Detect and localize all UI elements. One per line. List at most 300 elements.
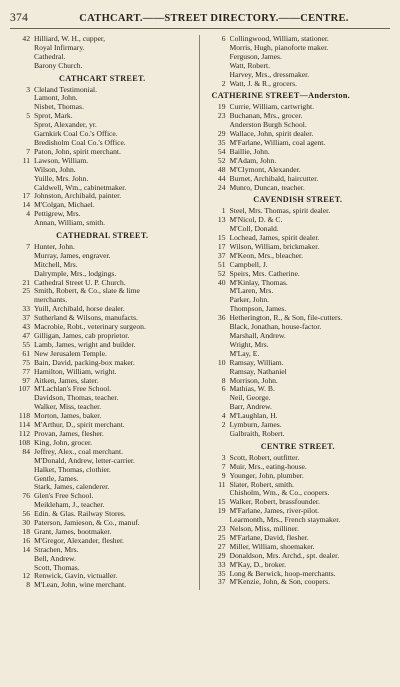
directory-entry: [10, 62, 195, 71]
entry-text: Gentle, James.: [34, 474, 79, 483]
house-number: [10, 94, 34, 103]
directory-entry: [10, 430, 195, 439]
house-number: 29: [217, 129, 226, 139]
right-column: [206, 35, 391, 590]
house-number: 29: [217, 550, 226, 560]
directory-entry: [10, 44, 195, 53]
entry-text: Galbraith, Robert.: [229, 429, 285, 438]
directory-entry: [206, 498, 391, 507]
house-number: [206, 287, 230, 296]
entry-text: Mathias, W. B.: [229, 385, 275, 394]
directory-entry: [206, 525, 391, 534]
house-number: 35: [217, 568, 226, 578]
entry-text: Glen's Free School.: [34, 492, 94, 501]
entry-text: Provan, James, flesher.: [34, 429, 104, 438]
directory-entry: [10, 581, 195, 590]
house-number: 37: [22, 313, 30, 323]
entry-text: Ramsay, Nathaniel: [229, 367, 287, 376]
entry-text: Marshall, Andrew.: [229, 332, 286, 340]
house-number: 25: [217, 532, 226, 542]
entry-text: Long & Berwick, hoop-merchants.: [229, 569, 336, 578]
entry-text: Barr, Andrew.: [229, 403, 272, 412]
entry-text: M'Farlane, David, flesher.: [229, 533, 309, 542]
directory-entry: [206, 184, 391, 193]
directory-entry: [206, 103, 391, 112]
house-number: 7: [26, 241, 30, 251]
house-number: [10, 175, 34, 184]
directory-entry: [206, 121, 391, 130]
house-number: 43: [22, 322, 30, 332]
directory-entry: [10, 296, 195, 305]
entry-text: Cleland Testimonial.: [34, 85, 98, 94]
directory-entry: [10, 148, 195, 157]
entry-text: M'Kinlay, Thomas.: [229, 278, 288, 287]
house-number: 84: [22, 446, 30, 456]
house-number: 33: [22, 304, 30, 314]
directory-entry: [10, 270, 195, 279]
house-number: 114: [18, 420, 30, 430]
directory-entry: [10, 510, 195, 519]
directory-entry: [10, 305, 195, 314]
house-number: [10, 44, 34, 53]
directory-entry: [10, 492, 195, 501]
entry-text: Dalrymple, Mrs., lodgings.: [34, 269, 117, 278]
directory-entry: [10, 139, 195, 148]
directory-entry: [206, 350, 391, 359]
house-number: [10, 261, 34, 270]
entry-text: Nelson, Miss, milliner.: [229, 525, 299, 534]
directory-entry: [206, 454, 391, 463]
house-number: 5: [26, 111, 30, 121]
directory-entry: [206, 570, 391, 579]
house-number: 21: [22, 277, 30, 287]
entry-text: Anderston Burgh School.: [229, 121, 307, 130]
entry-text: Muir, Mrs., eating-house.: [229, 462, 307, 471]
directory-entry: [10, 166, 195, 175]
entry-text: Ferguson, James.: [229, 52, 282, 61]
entry-text: Morrison, John.: [229, 376, 278, 385]
directory-entry: [206, 130, 391, 139]
directory-entry: [10, 385, 195, 394]
house-number: [10, 219, 34, 228]
directory-entry: [10, 94, 195, 103]
entry-text: Aitken, James, slater.: [34, 376, 99, 385]
directory-entry: [10, 457, 195, 466]
directory-entry: [10, 112, 195, 121]
directory-entry: [206, 53, 391, 62]
entry-text: Morris, Hugh, pianoforte maker.: [229, 43, 329, 52]
directory-entry: [206, 216, 391, 225]
house-number: 77: [22, 366, 30, 376]
entry-text: Gilligan, James, cab proprietor.: [34, 332, 130, 340]
house-number: 6: [221, 34, 226, 43]
entry-text: M'Farlane, James, river-pilot.: [229, 507, 320, 516]
entry-text: Walker, Robert, brassfounder.: [229, 498, 320, 507]
entry-text: Hunter, John.: [34, 242, 75, 251]
entry-text: Sutherland & Wilsons, manufacts.: [34, 314, 138, 323]
house-number: 47: [22, 331, 30, 340]
entry-text: Cathedral Street U. P. Church.: [34, 278, 126, 287]
entry-text: Meikleham, J., teacher.: [34, 501, 105, 510]
entry-text: Garnkirk Coal Co.'s Office.: [34, 130, 118, 139]
directory-entry: [10, 475, 195, 484]
directory-entry: [206, 71, 391, 80]
entry-text: Royal Infirmary.: [34, 43, 85, 52]
directory-entry: [206, 412, 391, 421]
entry-text: Buchanan, Mrs., grocer.: [229, 112, 303, 121]
house-number: [206, 368, 230, 377]
entry-text: Watt, Robert.: [229, 61, 271, 70]
directory-entry: [10, 219, 195, 228]
house-number: 15: [217, 497, 226, 507]
directory-entry: [10, 103, 195, 112]
entry-text: M'Nicol, D. & C.: [229, 216, 283, 225]
entry-text: Paterson, Jamieson, & Co., manuf.: [34, 519, 140, 528]
entry-text: M'Clymont, Alexander.: [229, 165, 301, 174]
directory-entry: [10, 323, 195, 332]
house-number: 48: [217, 164, 226, 174]
house-number: 42: [22, 34, 30, 43]
directory-entry: [206, 314, 391, 323]
house-number: 52: [217, 155, 226, 165]
house-number: [206, 323, 230, 332]
entry-text: Bell, Andrew.: [34, 554, 76, 563]
entry-text: King, John, grocer.: [34, 438, 92, 447]
entry-text: Johnston, Archibald, painter.: [34, 192, 122, 201]
house-number: [206, 62, 230, 71]
directory-entry: [206, 175, 391, 184]
house-number: 52: [217, 268, 226, 278]
directory-entry: [206, 377, 391, 386]
house-number: [206, 44, 230, 53]
directory-entry: [10, 86, 195, 95]
entry-text: Parker, John.: [229, 296, 270, 305]
directory-entry: [206, 261, 391, 270]
house-number: 76: [22, 491, 30, 501]
directory-entry: [206, 332, 391, 341]
house-number: [206, 394, 230, 403]
house-number: 23: [217, 111, 226, 121]
entry-text: Younger, John, plumber.: [229, 471, 304, 480]
house-number: 8: [221, 375, 226, 385]
entry-text: M'Keon, Mrs., bleacher.: [229, 251, 303, 260]
directory-entry: [10, 572, 195, 581]
house-number: 11: [22, 155, 30, 165]
house-number: 35: [217, 137, 226, 147]
directory-entry: [206, 359, 391, 368]
entry-text: Stark, James, calenderer.: [34, 483, 110, 492]
directory-entry: [10, 287, 195, 296]
directory-entry: [206, 430, 391, 439]
house-number: 10: [217, 357, 226, 367]
house-number: 11: [218, 479, 226, 489]
entry-text: Munro, Duncan, teacher.: [229, 183, 305, 192]
directory-entry: [206, 44, 391, 53]
house-number: 54: [217, 146, 226, 156]
directory-entry: [10, 252, 195, 261]
house-number: 4: [26, 209, 30, 219]
entry-text: Slater, Robert, smith.: [229, 480, 294, 489]
directory-entry: [10, 53, 195, 62]
entry-text: Macrobie, Robt., veterinary surgeon.: [34, 323, 146, 332]
directory-entry: [10, 412, 195, 421]
directory-entry: [206, 62, 391, 71]
house-number: [206, 332, 230, 341]
entry-text: Scott, Robert, outfitter.: [229, 453, 300, 462]
house-number: 97: [22, 375, 30, 385]
house-number: [206, 71, 230, 80]
entry-text: M'Arthur, D., spirit merchant.: [34, 421, 125, 430]
entry-text: Burnet, Archibald, haircutter.: [229, 174, 319, 183]
entry-text: Wilson, John.: [34, 165, 76, 174]
directory-entry: [10, 368, 195, 377]
house-number: 14: [22, 544, 30, 554]
directory-entry: [206, 80, 391, 89]
entry-text: Baillie, John.: [229, 147, 270, 156]
house-number: [10, 62, 34, 71]
entry-text: Strachen, Mrs.: [34, 545, 79, 554]
street-heading: CATHCART STREET.: [59, 73, 146, 83]
entry-text: Davidson, Thomas, teacher.: [34, 394, 119, 403]
directory-entry: [206, 139, 391, 148]
entry-text: Hilliard, W. H., cupper,: [34, 35, 105, 43]
house-number: 8: [26, 580, 30, 590]
directory-entry: [206, 148, 391, 157]
house-number: [10, 475, 34, 484]
house-number: 17: [22, 191, 30, 201]
house-number: 37: [217, 577, 226, 587]
house-number: [206, 403, 230, 412]
entry-text: M'Kenzie, John, & Son, coopers.: [229, 578, 330, 587]
directory-entry: [206, 385, 391, 394]
directory-entry: [206, 112, 391, 121]
entry-text: Smith, Robert, & Co., slate & lime: [34, 287, 140, 296]
house-number: 7: [221, 461, 226, 471]
house-number: 33: [217, 559, 226, 569]
directory-entry: [206, 296, 391, 305]
entry-text: Morton, James, baker.: [34, 412, 102, 421]
house-number: 14: [22, 200, 30, 210]
directory-entry: [10, 243, 195, 252]
directory-entry: [206, 552, 391, 561]
house-number: [10, 252, 34, 261]
house-number: [10, 53, 34, 62]
house-number: 24: [217, 182, 226, 192]
house-number: 16: [22, 535, 30, 545]
directory-entry: [10, 35, 195, 44]
entry-text: Watt, J. & R., grocers.: [229, 79, 298, 88]
directory-entry: [10, 555, 195, 564]
entry-text: M'Laughlan, H.: [229, 412, 278, 421]
entry-text: Nisbet, Thomas.: [34, 103, 84, 112]
running-title: CATHCART.——STREET DIRECTORY.——CENTRE.: [79, 13, 349, 24]
directory-entry: [206, 279, 391, 288]
entry-text: Murray, James, engraver.: [34, 251, 111, 260]
house-number: [10, 121, 34, 130]
entry-text: M'Colgan, Michael.: [34, 201, 95, 210]
entry-text: Renwick, Gavin, victualler.: [34, 572, 118, 581]
directory-entry: [10, 501, 195, 510]
house-number: 56: [22, 509, 30, 519]
directory-entry: [10, 394, 195, 403]
directory-entry: [10, 377, 195, 386]
entry-text: M'Laren, Mrs.: [229, 287, 274, 296]
entry-text: Lawson, William.: [34, 156, 89, 165]
house-number: 37: [217, 250, 226, 260]
house-number: 27: [217, 541, 226, 551]
directory-entry: [206, 270, 391, 279]
house-number: 1: [221, 206, 226, 216]
entry-text: Harvey, Mrs., dressmaker.: [229, 70, 310, 79]
house-number: 25: [22, 286, 30, 296]
entry-text: Lymburn, James.: [229, 421, 282, 430]
house-number: [206, 341, 230, 350]
entry-text: Bain, David, packing-box maker.: [34, 358, 135, 367]
entry-text: Bredisholm Coal Co.'s Office.: [34, 138, 126, 147]
entry-text: M'Kay, D., broker.: [229, 560, 287, 569]
entry-text: Thompson, James.: [229, 305, 287, 314]
house-number: 112: [18, 428, 30, 438]
directory-entry: [206, 207, 391, 216]
directory-entry: [206, 463, 391, 472]
house-number: [10, 555, 34, 564]
house-number: [10, 466, 34, 475]
directory-entry: [206, 166, 391, 175]
house-number: 61: [22, 348, 30, 358]
directory-entry: [10, 448, 195, 457]
entry-text: Miller, William, shoemaker.: [229, 542, 315, 551]
entry-text: Collingwood, William, stationer.: [229, 35, 329, 43]
directory-entry: [10, 279, 195, 288]
directory-entry: [206, 305, 391, 314]
entry-text: Grant, James, bootmaker.: [34, 527, 112, 536]
entry-text: Lochead, James, spirit dealer.: [229, 234, 320, 243]
entry-text: M'Gregor, Alexander, flesher.: [34, 536, 124, 545]
directory-entry: [10, 564, 195, 573]
house-number: 75: [22, 357, 30, 367]
house-number: 107: [18, 384, 30, 394]
directory-entry: [206, 394, 391, 403]
house-number: 118: [18, 411, 30, 421]
directory-entry: [10, 350, 195, 359]
house-number: [10, 457, 34, 466]
house-number: [10, 166, 34, 175]
directory-entry: [10, 261, 195, 270]
house-number: 19: [217, 102, 226, 112]
house-number: 3: [221, 452, 226, 462]
directory-entry: [206, 341, 391, 350]
entry-text: merchants.: [34, 296, 68, 305]
entry-text: Edin. & Glas. Railway Stores.: [34, 510, 126, 519]
directory-entry: [10, 519, 195, 528]
directory-entry: [10, 175, 195, 184]
entry-text: Learmonth, Mrs., French staymaker.: [229, 516, 341, 525]
house-number: 19: [217, 506, 226, 516]
house-number: 3: [26, 84, 30, 94]
street-heading: CENTRE STREET.: [260, 441, 335, 451]
house-number: [10, 394, 34, 403]
directory-entry: [10, 341, 195, 350]
directory-entry: [206, 243, 391, 252]
page-header: [10, 12, 390, 29]
entry-text: M'Adam, John.: [229, 156, 277, 165]
entry-text: Neil, George.: [229, 394, 271, 403]
house-number: [10, 103, 34, 112]
entry-text: Jeffrey, Alex., coal merchant.: [34, 447, 123, 456]
house-number: 13: [217, 215, 226, 225]
house-number: [10, 139, 34, 148]
entry-text: Lamb, James, wright and builder.: [34, 340, 136, 349]
directory-entry: [206, 35, 391, 44]
entry-text: Hamilton, William, wright.: [34, 367, 117, 376]
house-number: 51: [217, 259, 226, 269]
house-number: 44: [217, 173, 226, 183]
house-number: 18: [22, 526, 30, 536]
house-number: 40: [217, 277, 226, 287]
directory-entry: [10, 483, 195, 492]
directory-columns: [10, 35, 390, 590]
street-heading: CATHEDRAL STREET.: [56, 231, 149, 241]
house-number: [206, 430, 230, 439]
entry-text: Wright, Mrs.: [229, 340, 269, 349]
entry-text: New Jerusalem Temple.: [34, 349, 107, 358]
entry-text: Wallace, John, spirit dealer.: [229, 130, 314, 139]
house-number: [206, 296, 230, 305]
entry-text: Sprot, Mark.: [34, 112, 73, 121]
entry-text: Annan, William, smith.: [34, 219, 106, 228]
house-number: 55: [22, 339, 30, 349]
entry-text: Cathedral.: [34, 52, 66, 61]
directory-entry: [206, 472, 391, 481]
directory-entry: [206, 481, 391, 490]
directory-entry: [206, 578, 391, 587]
house-number: 2: [221, 420, 226, 430]
directory-entry: [206, 561, 391, 570]
entry-text: M'Coll, Donald.: [229, 225, 279, 234]
street-heading: CAVENDISH STREET.: [253, 195, 343, 205]
directory-entry: [10, 201, 195, 210]
entry-text: M'Lachlan's Free School.: [34, 385, 112, 394]
house-number: 12: [22, 571, 30, 581]
directory-entry: [206, 403, 391, 412]
directory-entry: [10, 466, 195, 475]
house-number: 9: [221, 470, 226, 480]
house-number: [206, 53, 230, 62]
house-number: 6: [221, 384, 226, 394]
entry-text: M'Lay, E.: [229, 349, 260, 358]
entry-text: Hetherington, R., & Son, file-cutters.: [229, 314, 343, 323]
entry-text: Walker, Miss, teacher.: [34, 403, 102, 412]
directory-entry: [10, 528, 195, 537]
directory-entry: [206, 421, 391, 430]
directory-entry: [10, 210, 195, 219]
entry-text: M'Farlane, William, coal agent.: [229, 138, 326, 147]
house-number: 2: [221, 78, 226, 88]
directory-entry: [206, 368, 391, 377]
entry-text: Lamont, John.: [34, 94, 78, 103]
directory-entry: [206, 323, 391, 332]
house-number: 36: [217, 313, 226, 323]
directory-entry: [10, 546, 195, 555]
directory-entry: [206, 516, 391, 525]
directory-entry: [10, 403, 195, 412]
directory-entry: [206, 507, 391, 516]
entry-text: Black, Jonathan, house-factor.: [229, 323, 322, 332]
directory-entry: [10, 121, 195, 130]
entry-text: Chisholm, Wm., & Co., coopers.: [229, 489, 330, 498]
left-column: [10, 35, 200, 590]
house-number: 17: [217, 241, 226, 251]
